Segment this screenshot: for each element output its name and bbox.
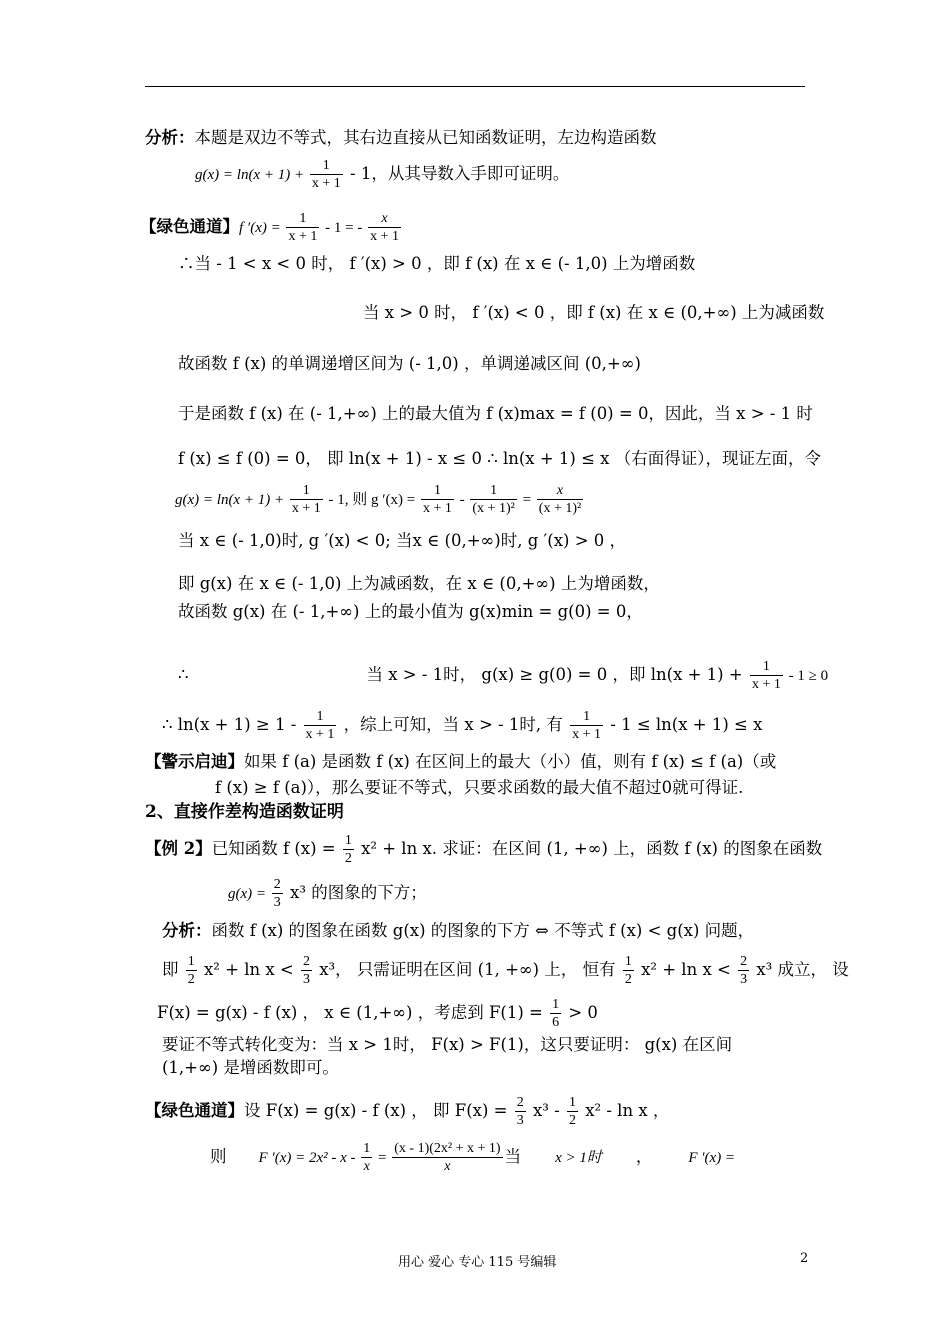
warning-label: 【警示启迪】 [145, 752, 244, 771]
max-value-line: 于是函数 f (x) 在 (- 1,+∞) 上的最大值为 f (x)max = f (0) = 0，因此，当 x > - 1 时 [178, 404, 813, 423]
fraction: $\frac{1}{2}$ [344, 833, 352, 866]
g-of-x: g(x) = [228, 886, 270, 902]
monotone-intervals: 故函数 f (x) 的单调递增区间为 (- 1,0) ，单调递减区间 (0,+∞) [178, 354, 641, 373]
therefore-tail: - 1 ≥ 0 [784, 668, 829, 684]
example-2-line-2 [228, 876, 427, 911]
fraction: $\frac{1}{x + 1}$ [311, 158, 341, 191]
inequality-line: f (x) ≤ f (0) = 0， 即 ln(x + 1) - x ≤ 0 ∴ ln(x + 1) ≤ x （右面得证），现证左面，令 [178, 449, 821, 468]
green-label: 【绿色通道】 [140, 217, 239, 236]
when-line: 当 x ∈ (- 1,0)时, g ′(x) < 0; 当x ∈ (0,+∞)时, g ′(x) > 0 ， [178, 531, 627, 550]
equals: = [518, 492, 535, 508]
minus-one: - 1 = - [321, 220, 367, 236]
analysis-2-line-2: 即 $\frac{1}{2}$ x² + ln x < $\frac{2}{3}$ x³， 只需证明在区间 (1, +∞) 上， 恒有 $\frac{1}{2}$ x² + ln x < $\frac{2}{3}$ x³ 成立， 设 [162, 954, 849, 987]
g-suffix: - 1，从其导数入手即可证明。 [344, 164, 570, 183]
page-number: 2 [800, 1251, 809, 1266]
fraction: $\frac{1}{\text{(x + 1)²}}$ [472, 483, 515, 516]
example-text-c: x³ 的图象的下方； [284, 883, 427, 902]
example-text-b: x² + ln x. 求证：在区间 (1, +∞) 上，函数 f (x) 的图象在函数 [355, 839, 823, 858]
therefore2-b: ，综上可知，当 x > - 1时, 有 [338, 715, 569, 734]
analysis2-text-1: 函数 f (x) 的图象在函数 g(x) 的图象的下方 ⇔ 不等式 f (x) < g(x) 问题， [211, 921, 755, 940]
fraction: $\frac{1}{x + 1}$ [751, 659, 781, 692]
fraction: $\frac{1}{2}$ [568, 1095, 576, 1128]
fraction: $\frac{2}{3}$ [273, 877, 281, 910]
warning-line-1 [145, 751, 776, 773]
derivative: f ′(x) = [239, 220, 285, 236]
example-2-line-1 [145, 832, 822, 867]
g-min-line: 故函数 g(x) 在 (- 1,+∞) 上的最小值为 g(x)min = g(0) = 0， [178, 602, 643, 621]
analysis-label: 分析： [145, 128, 195, 147]
example-text-a: 已知函数 f (x) = [211, 839, 341, 858]
therefore-text: 当 x > - 1时， g(x) ≥ g(0) = 0 ，即 ln(x + 1) + [366, 665, 748, 684]
g-lhs: g(x) = ln(x + 1) + [175, 492, 288, 508]
analysis-line [145, 127, 657, 149]
g-derivative-line [175, 482, 585, 517]
g-monotone-line: 即 g(x) 在 x ∈ (- 1,0) 上为减函数，在 x ∈ (0,+∞) 上为增函数， [178, 574, 660, 593]
g-definition-line [195, 157, 569, 192]
fraction: $\frac{2}{3}$ [740, 954, 748, 987]
fraction: $\frac{1}{x}$ [363, 1141, 371, 1174]
analysis-2-line-5: (1,+∞) 是增函数即可。 [162, 1058, 339, 1077]
fraction: $\frac{1}{x + 1}$ [291, 483, 321, 516]
analysis-text: 本题是双边不等式，其右边直接从已知函数证明，左边构造函数 [194, 128, 657, 147]
analysis-2-line-1 [162, 920, 754, 942]
therefore-line-1 [178, 658, 828, 693]
analysis2-label: 分析： [162, 921, 212, 940]
fraction: $\frac{x}{x + 1}$ [370, 211, 399, 244]
fraction: $\frac{x}{\text{(x + 1)²}}$ [538, 483, 582, 516]
case-increasing: ∴当 - 1 < x < 0 时， f ′(x) > 0 ，即 f (x) 在 x ∈ (- 1,0) 上为增函数 [178, 254, 696, 273]
example-label: 【例 2】 [145, 839, 212, 858]
fraction: $\frac{2}{3}$ [516, 1095, 524, 1128]
analysis-2-line-4: 要证不等式转化变为：当 x > 1时， F(x) > F(1)，这只要证明： g(x) 在区间 [162, 1035, 733, 1054]
green-channel-2: 【绿色通道】设 F(x) = g(x) - f (x) ， 即 F(x) = $\frac{2}{3}$ x³ - $\frac{1}{2}$ x² - ln x ， [145, 1095, 670, 1128]
therefore2-c: - 1 ≤ ln(x + 1) ≤ x [605, 715, 763, 734]
fraction: $\frac{2}{3}$ [303, 954, 310, 987]
fraction: $\frac{1}{x + 1}$ [572, 709, 602, 742]
section-heading: 2、直接作差构造函数证明 [145, 802, 344, 822]
case-decreasing: 当 x > 0 时， f ′(x) < 0 ，即 f (x) 在 x ∈ (0,+∞) 上为减函数 [363, 303, 825, 322]
minus: - [455, 492, 469, 508]
header-rule [145, 86, 805, 87]
fraction: $\frac{1}{2}$ [624, 954, 632, 987]
fraction: $\frac{1}{6}$ [552, 997, 560, 1030]
fraction: $\frac{1}{x + 1}$ [288, 211, 318, 244]
warning-text-1: 如果 f (a) 是函数 f (x) 在区间上的最大（小）值，则有 f (x) ≤ f (a)（或 [244, 752, 777, 771]
fraction: $\frac{1}{x + 1}$ [305, 709, 335, 742]
therefore-line-2 [162, 708, 762, 743]
analysis-2-line-3: F(x) = g(x) - f (x) ， x ∈ (1,+∞) ，考虑到 F(1) = $\frac{1}{6}$ > 0 [157, 997, 598, 1030]
g-prefix: g(x) = ln(x + 1) + [195, 167, 308, 183]
footer-center: 用心 爱心 专心 115 号编辑 [398, 1255, 557, 1270]
therefore2-a: ∴ ln(x + 1) ≥ 1 - [162, 715, 302, 734]
warning-line-2: f (x) ≥ f (a)），那么要证不等式，只要求函数的最大值不超过0就可得证. [215, 778, 744, 797]
therefore-symbol: ∴ [178, 665, 189, 684]
g-mid: - 1, 则 g ′(x) = [324, 492, 419, 508]
green2-label: 【绿色通道】 [145, 1101, 244, 1120]
fraction: $\frac{1}{2}$ [187, 954, 195, 987]
derivative-line: 则 F ′(x) = 2x² - x - $\frac{1}{x}$ = $\frac{\text{(x - 1)(2x² + x + 1)}}{x}$ 当 x > 1时 ， F ′(x) = [210, 1141, 736, 1174]
green-channel-1 [140, 210, 403, 245]
fraction: $\frac{1}{x + 1}$ [422, 483, 452, 516]
fraction: $\frac{\text{(x - 1)(2x² + x + 1)}}{x}$ [394, 1141, 501, 1174]
